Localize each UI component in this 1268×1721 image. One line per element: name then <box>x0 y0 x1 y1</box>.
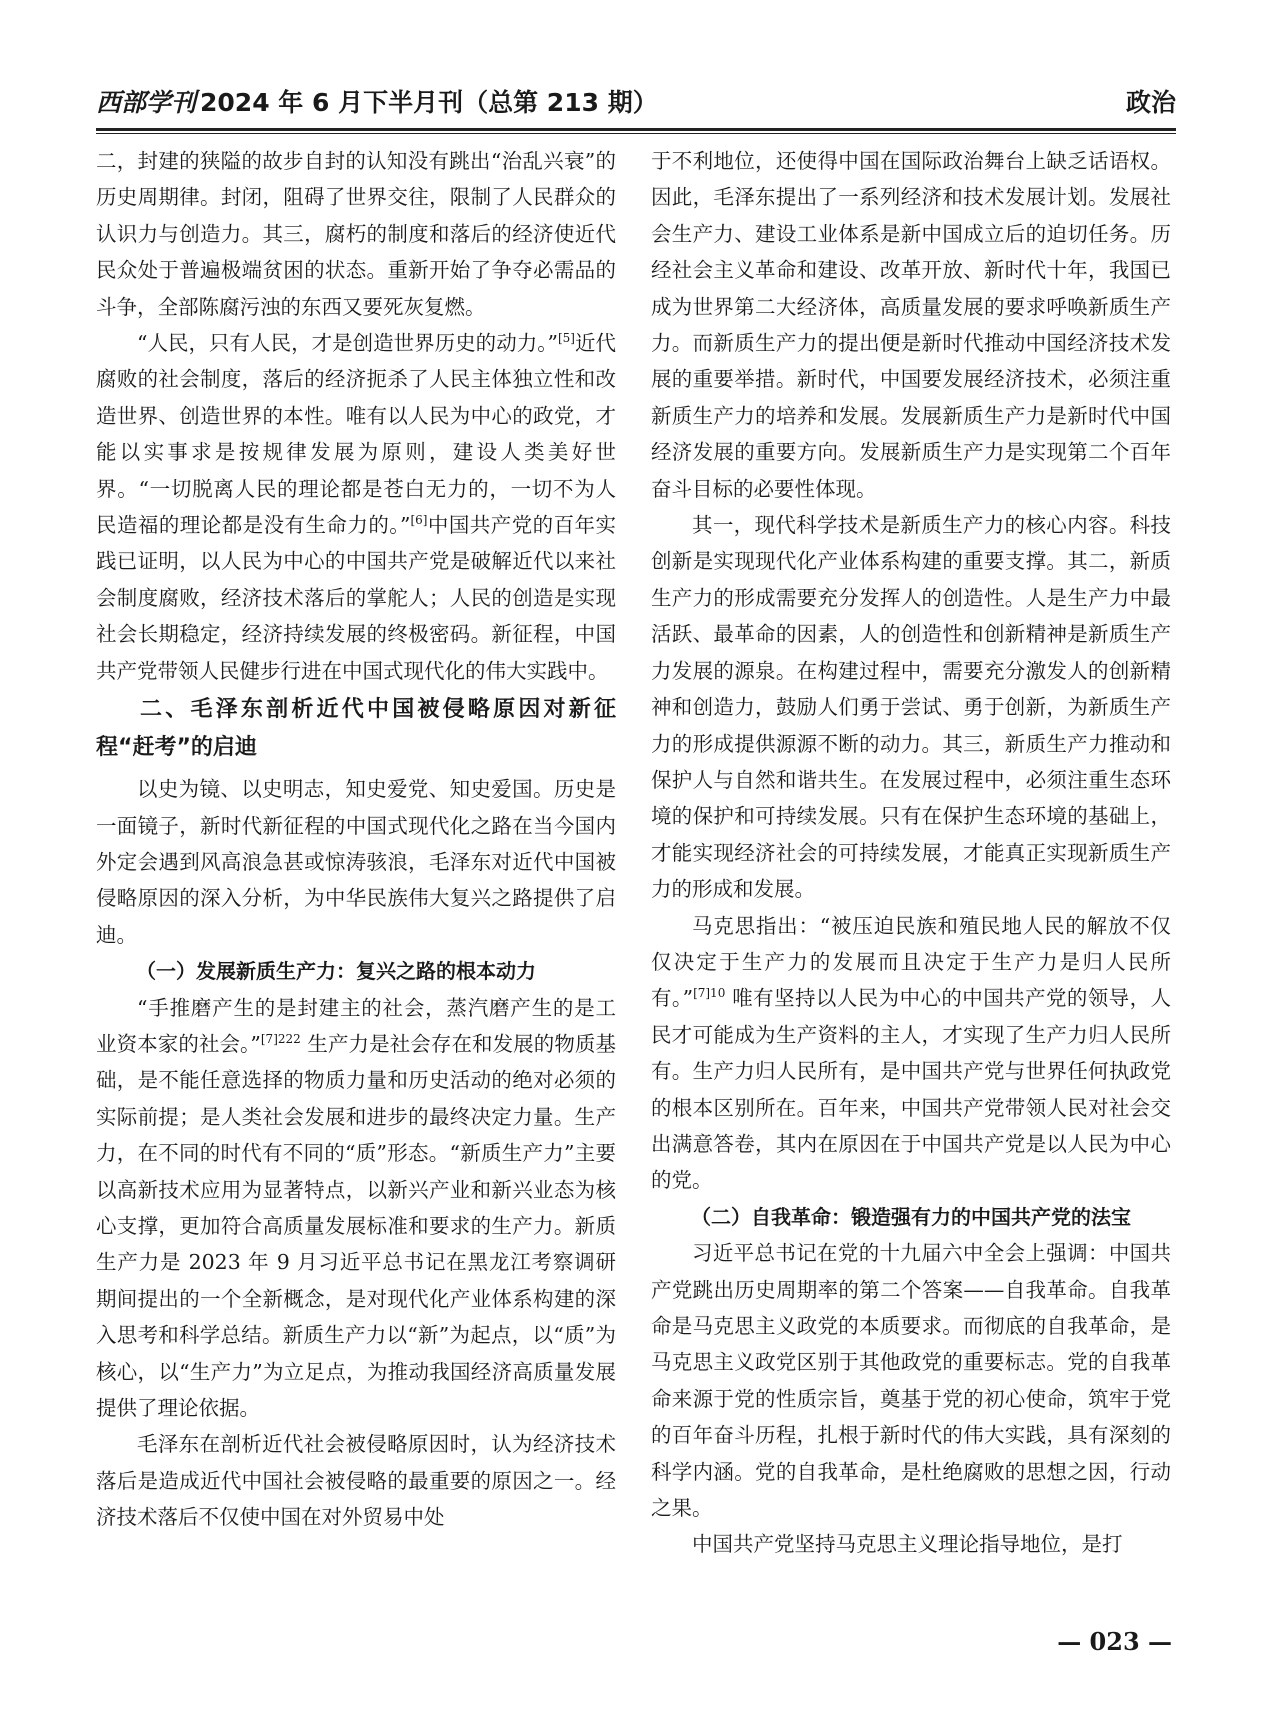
paragraph <box>96 990 616 1427</box>
page-number: — 023 — <box>1057 1627 1172 1656</box>
quote-text: “手推磨产生的是封建主的社会，蒸汽磨产生的是工业资本家的社会。” <box>96 995 616 1056</box>
body-text: 中国共产党的百年实践已证明，以人民为中心的中国共产党是破解近代以来社会制度腐败，经济技术落后的掌舵人；人民的创造是实现社会长期稳定，经济持续发展的终极密码。新征程，中国共产党带领人民健步行进在中国式现代化的伟大实践中。 <box>96 513 617 683</box>
paragraph: 于不利地位，还使得中国在国际政治舞台上缺乏话语权。因此，毛泽东提出了一系列经济和技术发展计划。发展社会生产力、建设工业体系是新中国成立后的迫切任务。历经社会主义革命和建设、改革开放、新时代十年，我国已成为世界第二大经济体，高质量发展的要求呼唤新质生产力。而新质生产力的提出便是新时代推动中国经济技术发展的重要举措。新时代，中国要发展经济技术，必须注重新质生产力的培养和发展。发展新质生产力是新时代中国经济发展的重要方向。发展新质生产力是实现第二个百年奋斗目标的必要性体现。 <box>651 149 1171 501</box>
body-text: 生产力是社会存在和发展的物质基础，是不能任意选择的物质力量和历史活动的绝对必须的实际前提；是人类社会发展和进步的最终决定力量。生产力，在不同的时代有不同的“质”形态。“新质生产力”主要以高新技术应用为显著特点，以新兴产业和新兴业态为核心支撑，更加符合高质量发展标准和要求的生产力。新质生产力是 2023 年 9 月习近平总书记在黑龙江考察调研期间提出的一个全新概念，是对现代化产业体系构建的深入思考和科学总结。新质生产力以“新”为起点，以“质”为核心，以“生产力”为立足点，为推动我国经济高质量发展提供了理论依据。 <box>96 1031 616 1420</box>
section-heading: 二、毛泽东剖析近代中国被侵略原因对新征程“赶考”的启迪 <box>96 697 616 761</box>
paragraph <box>651 908 1171 1199</box>
journal-issue: 2024 年 6 月下半月刊（总第 213 期） <box>200 88 658 117</box>
paragraph: 二，封建的狭隘的故步自封的认知没有跳出“治乱兴衰”的历史周期律。封闭，阻碍了世界交往，限制了人民群众的认识力与创造力。其三，腐朽的制度和落后的经济使近代民众处于普遍极端贫困的状态。重新开始了争夺必需品的斗争，全部陈腐污浊的东西又要死灰复燃。 <box>96 149 616 319</box>
body-text: 唯有坚持以人民为中心的中国共产党的领导，人民才可能成为生产资料的主人，才实现了生产力归人民所有。生产力归人民所有，是中国共产党与世界任何执政党的根本区别所在。百年来，中国共产党带领人民对社会交出满意答卷，其内在原因在于中国共产党是以人民为中心的党。 <box>651 986 1172 1193</box>
paragraph <box>96 325 616 689</box>
journal-title <box>96 86 658 120</box>
subsection-heading: （一）发展新质生产力：复兴之路的根本动力 <box>136 959 536 984</box>
running-header <box>96 86 1176 126</box>
paragraph: 其一，现代科学技术是新质生产力的核心内容。科技创新是实现现代化产业体系构建的重要支撑。其二，新质生产力的形成需要充分发挥人的创造性。人是生产力中最活跃、最革命的因素，人的创造性和创新精神是新质生产力发展的源泉。在构建过程中，需要充分激发人的创新精神和创造力，鼓励人们勇于尝试、勇于创新，为新质生产力的形成提供源源不断的动力。其三，新质生产力推动和保护人与自然和谐共生。在发展过程中，必须注重生态环境的保护和可持续发展。只有在保护生态环境的基础上，才能实现经济社会的可持续发展，才能真正实现新质生产力的形成和发展。 <box>651 513 1171 902</box>
citation-ref: [6] <box>410 513 428 528</box>
citation-ref: [7]10 <box>693 986 726 1001</box>
subsection-heading: （二）自我革命：锻造强有力的中国共产党的法宝 <box>691 1204 1131 1229</box>
body-text: 近代腐败的社会制度，落后的经济扼杀了人民主体独立性和改造世界、创造世界的本性。唯有以人民为中心的政党，才能以实事求是按规律发展为原则，建设人类美好世界。“一切脱离人民的理论都是苍白无力的，一切不为人民造福的理论都是没有生命力的。” <box>96 331 616 538</box>
right-column <box>651 143 1171 1563</box>
section-name: 政治 <box>1125 88 1176 117</box>
header-rule <box>96 128 1176 131</box>
journal-logo: 西部学刊 <box>96 88 197 117</box>
header-rule-thin <box>96 133 1176 134</box>
paragraph: 以史为镜、以史明志，知史爱党、知史爱国。历史是一面镜子，新时代新征程的中国式现代化之路在当今国内外定会遇到风高浪急甚或惊涛骇浪，毛泽东对近代中国被侵略原因的深入分析，为中华民族伟大复兴之路提供了启迪。 <box>96 777 616 947</box>
paragraph: 习近平总书记在党的十九届六中全会上强调：中国共产党跳出历史周期率的第二个答案——自我革命。自我革命是马克思主义政党的本质要求。而彻底的自我革命，是马克思主义政党区别于其他政党的重要标志。党的自我革命来源于党的性质宗旨，奠基于党的初心使命，筑牢于党的百年奋斗历程，扎根于新时代的伟大实践，具有深刻的科学内涵。党的自我革命，是杜绝腐败的思想之因，行动之果。 <box>651 1241 1171 1521</box>
citation-ref: [7]222 <box>260 1031 301 1046</box>
paragraph: 毛泽东在剖析近代社会被侵略原因时，认为经济技术落后是造成近代中国社会被侵略的最重要的原因之一。经济技术落后不仅使中国在对外贸易中处 <box>96 1432 616 1530</box>
quote-text: 马克思指出：“被压迫民族和殖民地人民的解放不仅仅决定于生产力的发展而且决定于生产力是归人民所有。” <box>651 913 1171 1011</box>
quote-text: “人民，只有人民，才是创造世界历史的动力。” <box>137 331 558 356</box>
left-column <box>96 143 616 1536</box>
paragraph: 中国共产党坚持马克思主义理论指导地位，是打 <box>692 1532 1123 1557</box>
citation-ref: [5] <box>557 331 575 346</box>
